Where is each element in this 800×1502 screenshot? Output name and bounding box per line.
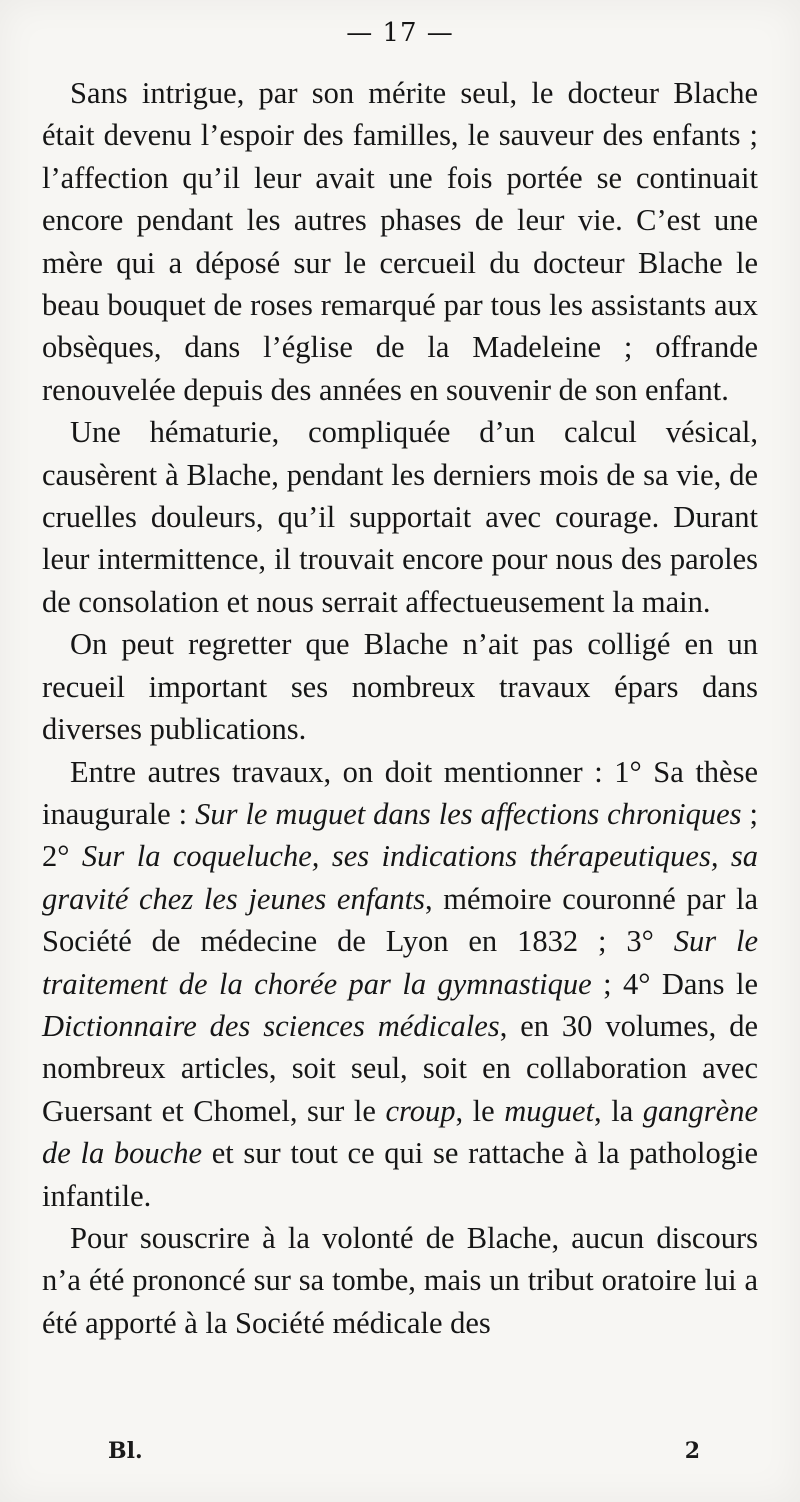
- page-footer: [0, 1438, 800, 1478]
- text-segment: , en 30 volumes, de nombreux articles, soit seul, soit en collaboration avec Guersant et Chomel, sur le: [42, 1008, 758, 1128]
- italic-text: Sur le muguet dans les affections chroniques: [195, 796, 742, 831]
- text-segment: ; 4° Dans le: [591, 966, 758, 1001]
- paragraph: [42, 623, 758, 750]
- italic-text: Sur le traitement de la chorée par la gymnastique: [42, 924, 758, 1001]
- paragraph: [42, 72, 758, 411]
- italic-text: Dictionnaire des sciences médicales: [42, 1008, 500, 1043]
- text-segment: , le: [455, 1093, 505, 1128]
- sheet-number: 2: [684, 1438, 700, 1464]
- text-segment: Entre autres travaux, on doit mentionner : 1° Sa thèse inaugurale :: [42, 754, 758, 831]
- text-segment: , la: [594, 1093, 643, 1128]
- italic-text: gangrène de la bouche: [42, 1093, 758, 1171]
- paragraph: [42, 751, 758, 1217]
- text-segment: Une hématurie, compliquée d’un calcul vésical, causèrent à Blache, pendant les derniers mois de sa vie, de cruelles douleurs, qu’il supportait avec courage. Durant leur intermittence, il trouvait encore pour nous des paroles de consolation et nous serrait affectueusement la main.: [42, 415, 758, 619]
- text-segment: , mémoire couronné par la Société de médecine de Lyon en 1832 ; 3°: [42, 881, 758, 959]
- italic-text: muguet: [504, 1093, 595, 1128]
- body-text: [42, 72, 758, 1344]
- text-segment: Sans intrigue, par son mérite seul, le docteur Blache était devenu l’espoir des familles, le sauveur des enfants ; l’affection qu’il leur avait une fois portée se continuait encore pendant les autres phases de leur vie. C’est une mère qui a déposé sur le cercueil du docteur Blache le beau bouquet de roses remarqué par tous les assistants aux obsèques, dans l’église de la Madeleine ; offrande renouvelée depuis des années en souvenir de son enfant.: [42, 76, 758, 407]
- paragraph: [42, 411, 758, 623]
- text-segment: Pour souscrire à la volonté de Blache, aucun discours n’a été prononcé sur sa tombe, mais un tribut oratoire lui a été apporté à la Société médicale des: [42, 1220, 758, 1340]
- page-number: — 17 —: [346, 18, 454, 48]
- text-segment: On peut regretter que Blache n’ait pas colligé en un recueil important ses nombreux travaux épars dans diverses publications.: [42, 627, 758, 747]
- italic-text: Sur la coqueluche, ses indications thérapeutiques, sa gravité chez les jeunes enfants: [42, 839, 759, 916]
- text-segment: et sur tout ce qui se rattache à la pathologie infantile.: [42, 1136, 758, 1213]
- signature-mark: Bl.: [108, 1438, 143, 1464]
- text-segment: ; 2°: [42, 796, 758, 874]
- paragraph: [42, 1217, 758, 1344]
- italic-text: croup: [385, 1093, 456, 1128]
